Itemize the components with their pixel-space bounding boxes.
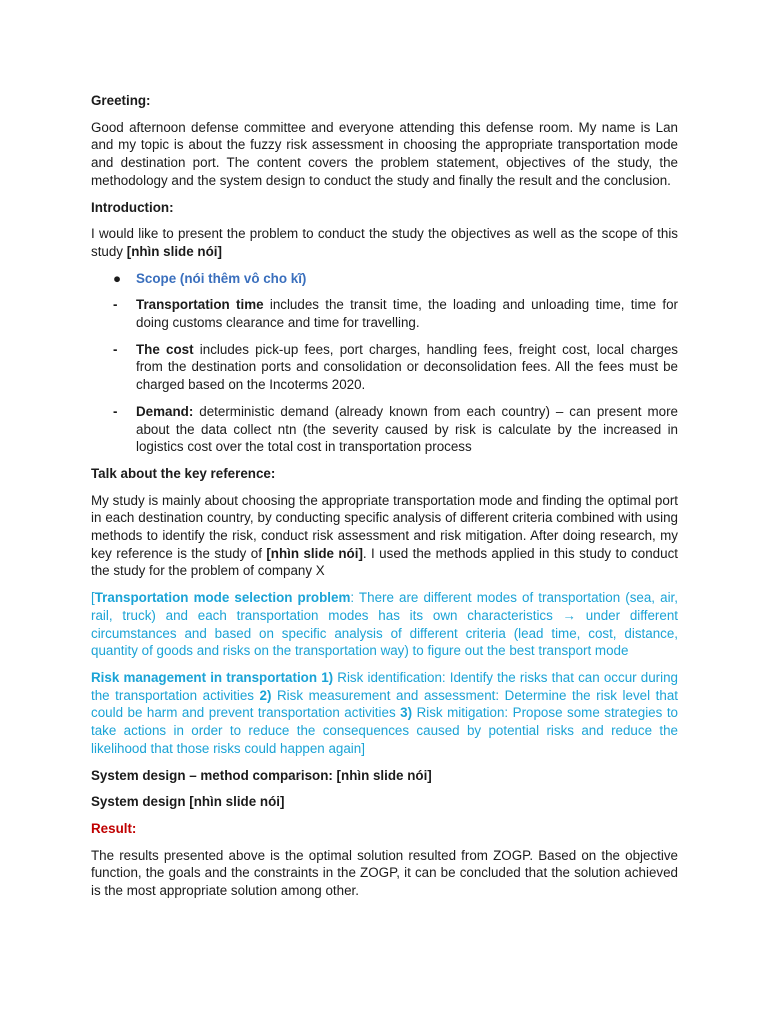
document-page [91,92,678,909]
transport-mode-term: Transportation mode selection problem [94,590,351,606]
key-reference-paragraph [91,492,678,581]
dash-marker: - [113,297,118,313]
key-reference-slide-note: [nhìn slide nói] [266,545,363,561]
key-reference-text-end: . I used the methods applied in this study to conduct the study for the problem of company X [91,545,678,579]
scope-item-term: Transportation time [136,297,264,313]
dash-marker: - [113,403,118,419]
greeting-heading: Greeting: [91,93,151,108]
key-reference-text: My study is mainly about choosing the appropriate transportation mode and finding the optimal port in each destination country, by conducting specific analysis of different criteria combined with using methods to identify the risk, conduct risk assessment and risk mitigation. After doing research, my key reference is the study of [91,492,678,561]
transport-mode-text: : There are different modes of transportation (sea, air, rail, truck) and each transportation modes has its own characteristics → under different circumstances and based on specific analysis of different criteria (lead time, cost, distance, quantity of goods and risks on the transportation way) to figure out the best transport mode [91,590,678,659]
scope-item-transportation-time [91,296,678,331]
scope-item-term: Demand: [136,403,194,419]
risk-step-number: 1) [317,669,334,685]
dash-marker: - [113,341,118,357]
risk-step-text: Risk identification: Identify the risks that can occur during the transportation activities [91,669,678,703]
scope-bullet-item [91,270,678,288]
result-paragraph: The results presented above is the optimal solution resulted from ZOGP. Based on the objective function, the goals and the constraints in the ZOGP, it can be concluded that the solution achieved is the most appropriate solution among other. [91,847,678,899]
risk-step-number: 2) [259,687,272,703]
scope-item-demand [91,403,678,456]
system-design-heading: System design [nhìn slide nói] [91,794,285,810]
result-heading: Result: [91,820,137,836]
greeting-paragraph: Good afternoon defense committee and everyone attending this defense room. My name is Lan and my topic is about the fuzzy risk assessment in choosing the appropriate transportation mode and destination port. The content covers the problem statement, objectives of the study, the methodology and the system design to conduct the study and finally the result and the conclusion. [91,119,678,188]
introduction-paragraph [91,225,678,260]
bullet-dot-icon: ● [113,270,122,286]
scope-item-text: includes the transit time, the loading and unloading time, time for doing customs clearance and time for travelling. [136,297,678,331]
risk-management-term: Risk management in transportation [91,669,318,685]
scope-item-term: The cost [136,341,194,357]
risk-step-text: Risk mitigation: Propose some strategies to take actions in order to reduce the consequences caused by potential risks and reduce the likelihood that those risks could happen again] [91,705,678,756]
introduction-slide-note: [nhìn slide nói] [126,243,222,259]
system-design-comparison-heading: System design – method comparison: [nhìn slide nói] [91,767,432,783]
introduction-text: I would like to present the problem to conduct the study the objectives as well as the scope of this study [91,226,678,259]
scope-label: Scope (nói thêm vô cho kĩ) [136,270,307,286]
scope-item-text: includes pick-up fees, port charges, handling fees, freight cost, local charges from the destination ports and consolidation or deconsolidation fees. All the fees must be charged based on the Incoterms 2020. [136,341,678,393]
transport-mode-paragraph [91,589,678,660]
risk-step-text: Risk measurement and assessment: Determine the risk level that could be harm and prevent transportation activities [91,687,678,721]
open-bracket: [ [91,590,95,606]
introduction-heading: Introduction: [91,199,174,215]
scope-item-text: deterministic demand (already known from each country) – can present more about the data collect ntn (the severity caused by risk is calculate by the increased in logistics cost over the total cost in transportation process [136,403,678,455]
scope-item-cost [91,341,678,394]
risk-management-paragraph [91,669,678,758]
key-reference-heading: Talk about the key reference: [91,465,276,481]
risk-step-number: 3) [400,705,413,721]
